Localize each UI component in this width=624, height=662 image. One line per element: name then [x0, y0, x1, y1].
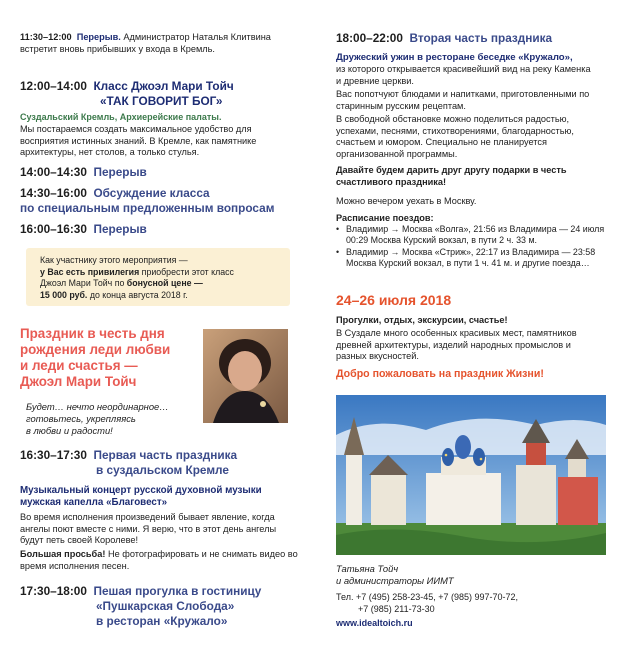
dinner-desc-2: Вас попотчуют блюдами и напитками, приготовленными по старинным русским рецептам.	[336, 89, 590, 111]
dinner-title: Дружеский ужин в ресторане беседке «Кружало»,	[336, 52, 573, 63]
walks-title: Прогулки, отдых, экскурсии, счастье!	[336, 315, 508, 325]
walk-sub-1: «Пушкарская Слобода»	[96, 599, 235, 613]
holiday-title: Праздник в честь дня рождения леди любви и леди счастья — Джоэл Мари Тойч	[20, 326, 171, 389]
walk-sub-2: в ресторан «Кружало»	[96, 614, 228, 628]
first-part-sub: в суздальском Кремле	[96, 463, 229, 477]
class-place: Суздальский Кремль, Архиерейские палаты.	[20, 112, 222, 122]
evening-text: Можно вечером уехать в Москву.	[336, 196, 477, 206]
train-item: • Владимир → Москва «Волга», 21:56 из Владимира — 24 июля 00:29 Москва Курский вокзал, в пути 2 ч. 33 м.	[336, 224, 605, 246]
concert-title: Музыкальный концерт русской духовной музыки мужская капелла «Благовест»	[20, 485, 262, 508]
dinner-desc-3: В свободной обстановке можно поделиться радостью, успехами, песнями, стихотворениями, благодарностью, счастьем и юмором. Специально не планируется организованной программы.	[336, 114, 574, 159]
block-break-2: 14:00–14:30 Перерыв	[20, 165, 147, 179]
kremlin-photo	[336, 395, 606, 555]
dates-heading: 24–26 июля 2018	[336, 292, 452, 308]
block-break-3: 16:00–16:30 Перерыв	[20, 222, 147, 236]
train-item: • Владимир → Москва «Стриж», 22:17 из Владимира — 23:58 Москва Курский вокзал, в пути 1 ч. 41 м. и другие поезда…	[336, 246, 596, 269]
phones: Тел. +7 (495) 258-23-45, +7 (985) 997-70-72, +7 (985) 211-73-30	[336, 592, 519, 614]
concert-desc: Во время исполнения произведений бывает явление, когда ангелы поют вместе с ними. Я верю, что в этот день ангелы будут петь своей Королеве!	[20, 512, 277, 546]
gifts-text: Давайте будем дарить друг другу подарки в честь счастливого праздника!	[336, 165, 567, 187]
train-list	[336, 224, 606, 270]
welcome-text: Добро пожаловать на праздник Жизни!	[336, 368, 544, 380]
block-break-1: 11:30–12:00 Перерыв. Администратор Наталья Клитвина встретит вновь прибывших у входа в Кремль.	[20, 32, 271, 54]
class-desc: Мы постараемся создать максимальное удобство для восприятия истинных знаний. В Кремле, как памятнике архитектуры, нет столов, а только стулья.	[20, 124, 257, 158]
class-title: «ТАК ГОВОРИТ БОГ»	[100, 94, 223, 108]
trains-title: Расписание поездов:	[336, 213, 434, 223]
signature: Татьяна Тойч и администраторы ИИМТ	[336, 563, 454, 586]
block-walk: 17:30–18:00 Пешая прогулка в гостиницу	[20, 584, 262, 598]
dinner-desc: из которого открывается красивейший вид на реку Каменка и древние церкви.	[336, 64, 591, 86]
block-second-part: 18:00–22:00 Вторая часть праздника	[336, 31, 553, 45]
walks-desc: В Суздале много особенных красивых мест, памятников древней архитектуры, изделий народных промыслов и разных вкусностей.	[336, 328, 577, 362]
offer-text: Как участнику этого мероприятия — у Вас есть привилегия приобрести этот класс Джоэл Мари Тойч по бонусной цене — 15 000 руб. до конца августа 2018 г.	[40, 255, 234, 300]
website-link[interactable]: www.idealtoich.ru	[336, 618, 413, 628]
block-class: 12:00–14:00 Класс Джоэл Мари Тойч	[20, 79, 234, 93]
block-first-part: 16:30–17:30 Первая часть праздника	[20, 448, 238, 462]
block-discussion: 14:30–16:00 Обсуждение класса	[20, 186, 210, 200]
concert-request: Большая просьба! Не фотографировать и не снимать видео во время исполнения песен.	[20, 549, 298, 571]
offer-box	[26, 248, 290, 306]
discussion-sub: по специальным предложенным вопросам	[20, 201, 275, 215]
quote: Будет… нечто неординарное… готовьтесь, укрепляясь в любви и радости!	[26, 401, 169, 436]
portrait-photo	[203, 329, 288, 423]
